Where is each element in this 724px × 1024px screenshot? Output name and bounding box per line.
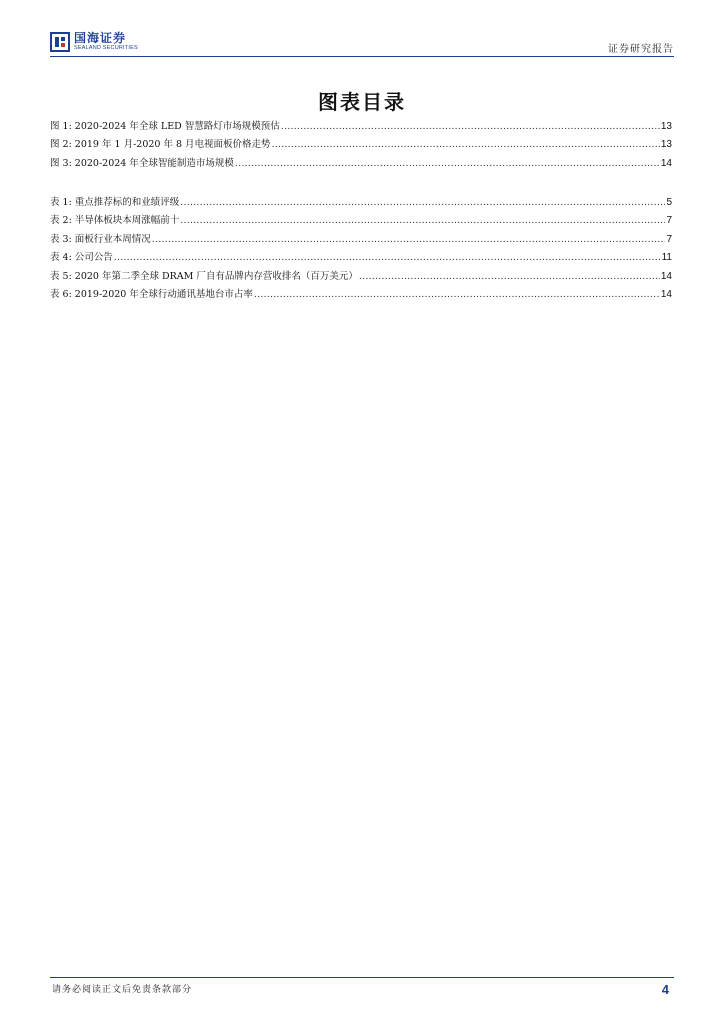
disclaimer-note: 请务必阅读正文后免责条款部分 — [52, 985, 193, 995]
dot-leader — [180, 194, 665, 212]
toc-entry-label: 表 3: 面板行业本周情况 — [50, 233, 151, 245]
toc-entry-table[interactable] — [50, 231, 672, 249]
toc-entry-figure[interactable] — [50, 136, 672, 154]
toc-entry-label: 图 3: 2020-2024 年全球智能制造市场规模 — [50, 157, 234, 169]
toc-entry-page: 7 — [666, 215, 672, 227]
logo-chinese-name: 国海证券 — [74, 31, 127, 45]
toc-title: 图表目录 — [318, 90, 406, 114]
toc-entry-label: 表 5: 2020 年第二季全球 DRAM 厂自有品牌内存营收排名（百万美元） — [50, 270, 358, 282]
dot-leader — [114, 249, 661, 267]
dot-leader — [180, 212, 665, 230]
toc-entry-table[interactable] — [50, 249, 672, 267]
toc-entry-label: 表 4: 公司公告 — [50, 252, 113, 264]
toc-entry-page: 11 — [661, 252, 672, 264]
header-divider — [50, 56, 674, 57]
toc-entry-page: 5 — [666, 197, 672, 208]
dot-leader — [254, 286, 660, 304]
company-logo — [50, 32, 138, 52]
toc-entry-table[interactable] — [50, 268, 672, 286]
toc-entry-label: 图 1: 2020-2024 年全球 LED 智慧路灯市场规模预估 — [50, 121, 280, 132]
footer-divider — [50, 977, 674, 978]
sealand-logo-icon — [50, 32, 70, 52]
toc-entry-page: 13 — [660, 121, 672, 132]
logo-english-name: SEALAND SECURITIES — [74, 45, 138, 51]
toc-entry-label: 图 2: 2019 年 1 月-2020 年 8 月电视面板价格走势 — [50, 139, 271, 151]
report-type-label: 证券研究报告 — [608, 44, 674, 55]
toc-entry-page: 7 — [666, 233, 672, 245]
dot-leader — [272, 136, 660, 154]
page-header — [50, 30, 674, 58]
table-list — [50, 194, 672, 304]
toc-entry-label: 表 6: 2019-2020 年全球行动通讯基地台市占率 — [50, 288, 253, 300]
toc-entry-page: 14 — [660, 270, 672, 282]
toc-entry-label: 表 1: 重点推荐标的和业绩评级 — [50, 197, 180, 208]
toc-entry-page: 14 — [660, 157, 672, 169]
dot-leader — [152, 231, 666, 249]
dot-leader — [281, 118, 660, 136]
toc-entry-page: 14 — [660, 288, 672, 300]
toc-entry-table[interactable] — [50, 194, 672, 212]
toc-entry-label: 表 2: 半导体板块本周涨幅前十 — [50, 215, 180, 227]
toc-entry-table[interactable] — [50, 286, 672, 304]
toc-entry-figure[interactable] — [50, 155, 672, 173]
toc-entry-table[interactable] — [50, 212, 672, 230]
dot-leader — [359, 268, 660, 286]
dot-leader — [235, 155, 660, 173]
toc-entry-page: 13 — [660, 139, 672, 151]
page-number: 4 — [661, 982, 669, 997]
toc-entry-figure[interactable] — [50, 118, 672, 136]
figure-list — [50, 118, 672, 173]
